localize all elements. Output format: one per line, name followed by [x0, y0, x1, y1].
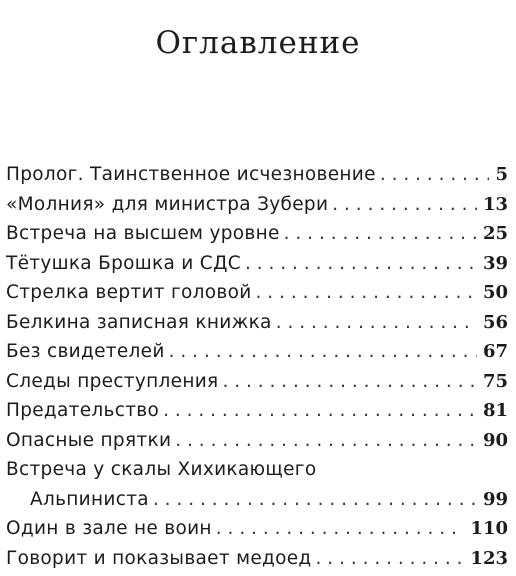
toc-entry-page: 110 [470, 518, 508, 539]
dot-leader [163, 396, 477, 426]
toc-entry[interactable] [6, 367, 508, 397]
toc-entry-title: Без свидетелей [6, 341, 165, 362]
toc-entry-page: 25 [482, 223, 508, 244]
dot-leader [222, 367, 476, 397]
toc-entry-title: Один в зале не воин [6, 518, 212, 539]
toc-entry-page: 81 [482, 400, 508, 421]
dot-leader [245, 249, 477, 279]
toc-entry-title: Следы преступления [6, 370, 219, 392]
toc-entry-line-1[interactable] [6, 455, 508, 485]
toc-entry-title-continued: Альпиниста [30, 488, 149, 510]
toc-entry-title: Опасные прятки [6, 429, 172, 451]
toc-entry-title: Тётушка Брошка и СДС [6, 252, 241, 274]
toc-entry-line-2[interactable] [6, 485, 508, 515]
dot-leader [316, 544, 465, 574]
dot-leader [153, 485, 477, 515]
toc-entry-title: Говорит и показывает медоед [6, 547, 312, 569]
toc-entry[interactable] [6, 278, 508, 308]
dot-leader [256, 278, 477, 308]
toc-entry-title: Белкина записная книжка [6, 311, 272, 333]
toc-entry-page: 99 [482, 488, 508, 510]
toc-entry-page: 39 [482, 252, 508, 274]
dot-leader [175, 426, 477, 456]
dot-leader [169, 337, 477, 367]
dot-leader [276, 308, 477, 338]
toc-entry[interactable] [6, 544, 508, 574]
toc-entry[interactable] [6, 514, 508, 544]
toc-entry-title: Пролог. Таинственное исчезновение [6, 164, 376, 185]
dot-leader [332, 190, 477, 220]
toc-entry[interactable] [6, 219, 508, 249]
toc-entry[interactable] [6, 308, 508, 338]
toc-entry-title: Встреча на высшем уровне [6, 223, 280, 244]
toc-entry-page: 13 [482, 193, 508, 215]
toc-entry[interactable] [6, 337, 508, 367]
toc-entry-page: 90 [482, 429, 508, 451]
dot-leader [380, 160, 490, 190]
toc-entry-title: Стрелка вертит головой [6, 282, 252, 303]
table-of-contents [6, 160, 508, 573]
toc-entry-page: 50 [482, 282, 508, 303]
toc-entry[interactable] [6, 160, 508, 190]
page-title: Оглавление [155, 24, 361, 61]
toc-entry[interactable] [6, 396, 508, 426]
toc-entry-page: 123 [470, 547, 508, 569]
toc-entry[interactable] [6, 190, 508, 220]
toc-entry[interactable] [6, 426, 508, 456]
toc-entry-title: «Молния» для министра Зубери [6, 193, 329, 215]
toc-entry-title: Встреча у скалы Хихикающего [6, 459, 317, 480]
toc-entry-title: Предательство [6, 400, 160, 421]
toc-entry-page: 67 [482, 341, 508, 362]
toc-entry-page: 5 [495, 164, 508, 185]
toc-entry-page: 56 [482, 311, 508, 333]
dot-leader [284, 219, 477, 249]
toc-entry[interactable] [6, 249, 508, 279]
toc-entry-page: 75 [482, 370, 508, 392]
dot-leader [216, 514, 465, 544]
